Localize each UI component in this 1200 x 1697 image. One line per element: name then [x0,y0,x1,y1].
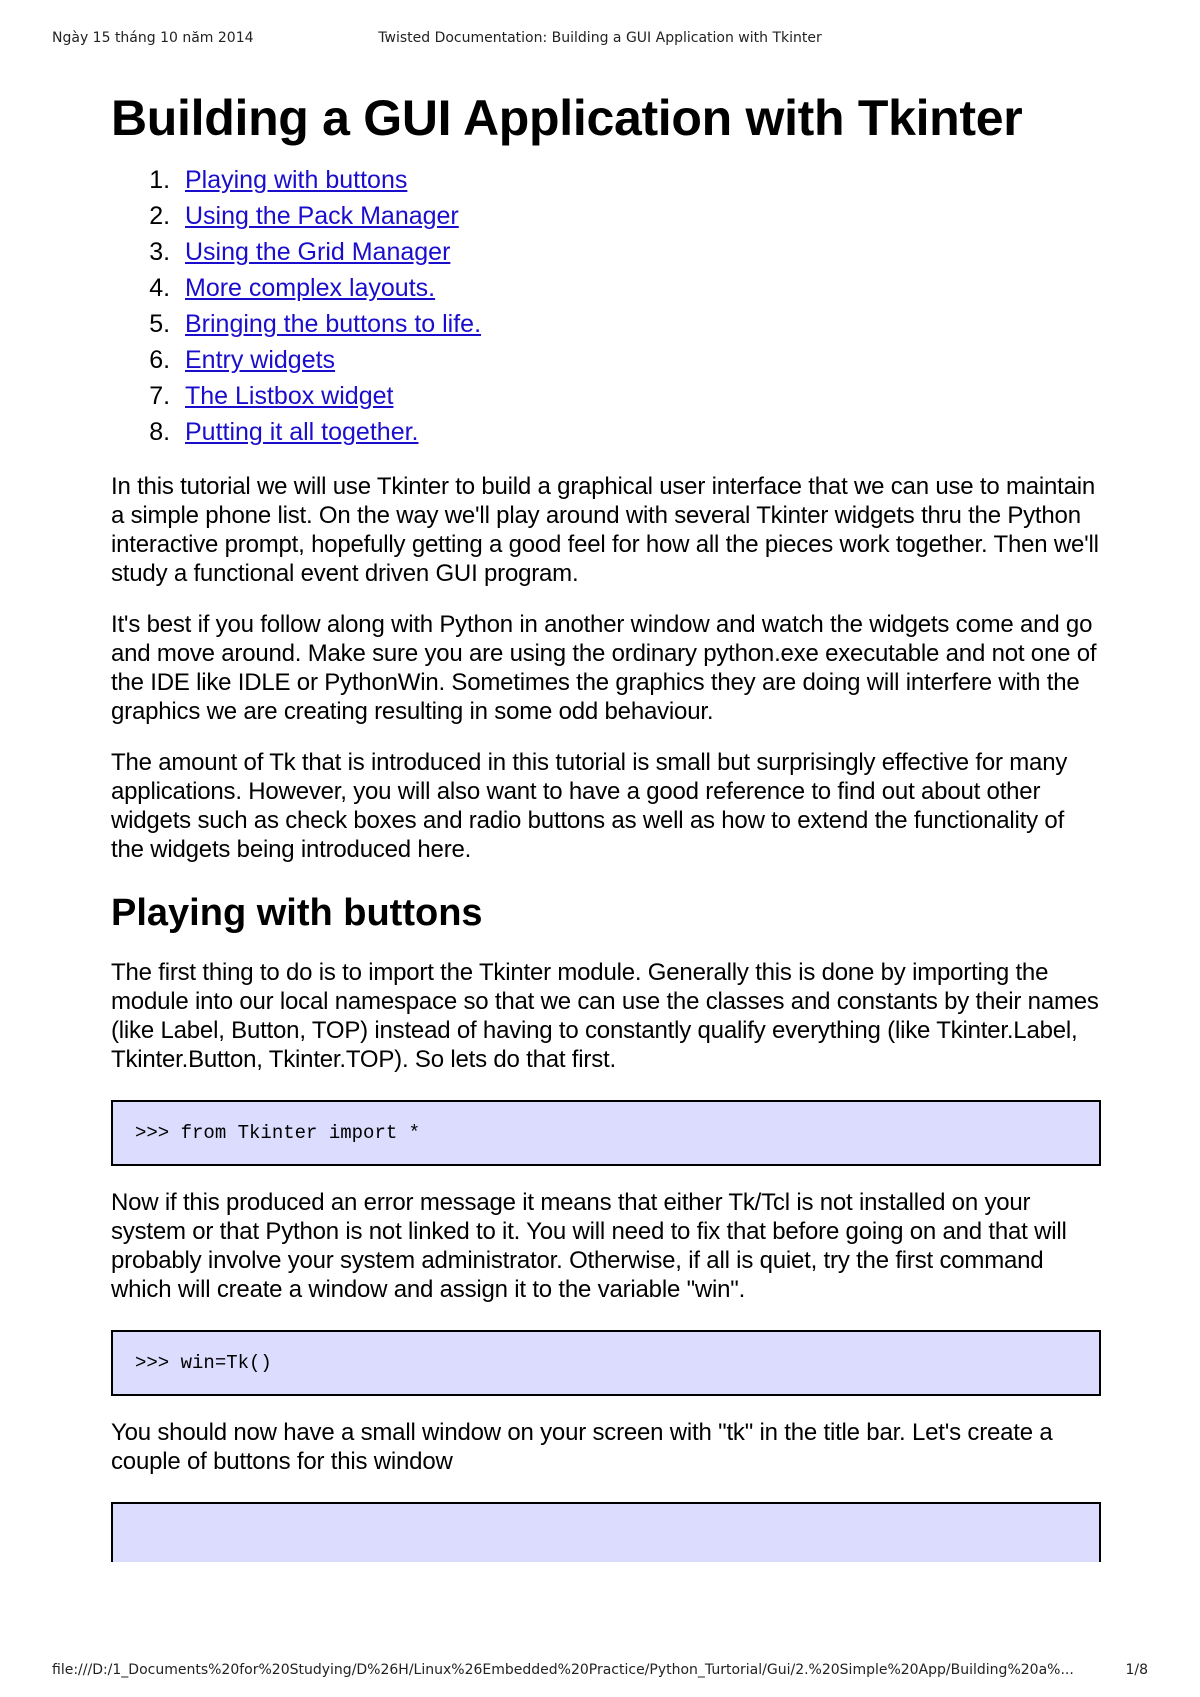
toc-link-listbox-widget[interactable]: The Listbox widget [185,382,394,410]
toc-link-pack-manager[interactable]: Using the Pack Manager [185,202,459,230]
toc-link-complex-layouts[interactable]: More complex layouts. [185,274,436,302]
page-title: Building a GUI Application with Tkinter [111,90,1023,146]
toc-item [177,270,1101,306]
code-block-continued [111,1502,1101,1562]
toc-item [177,342,1101,378]
intro-paragraph-2: It's best if you follow along with Python in another window and watch the widgets come and go and move around. Make sure you are using the ordinary python.exe executable and not one of the IDE like IDLE or PythonWin. Sometimes the graphics they are doing will interfere with the graphics we are creating resulting in some odd behaviour. [111,611,1097,725]
code-block-win [111,1330,1101,1396]
page-number: 1/8 [1125,1662,1148,1678]
toc-link-putting-together[interactable]: Putting it all together. [185,418,419,446]
document-body [111,88,1101,1562]
toc-link-buttons-to-life[interactable]: Bringing the buttons to life. [185,310,482,338]
print-doc-title: Twisted Documentation: Building a GUI Application with Tkinter [378,30,822,46]
toc-link-grid-manager[interactable]: Using the Grid Manager [185,238,451,266]
code-text: >>> win=Tk() [135,1352,272,1374]
toc-item [177,234,1101,270]
section-heading-playing-with-buttons: Playing with buttons [111,892,483,934]
toc-item [177,414,1101,450]
intro-paragraph-3: The amount of Tk that is introduced in this tutorial is small but surprisingly effective for many applications. However, you will also want to have a good reference to find out about other widgets such as check boxes and radio buttons as well as how to extend the functionality of the widgets being introduced here. [111,749,1068,863]
toc-item [177,162,1101,198]
toc-link-entry-widgets[interactable]: Entry widgets [185,346,336,374]
print-date: Ngày 15 tháng 10 năm 2014 [52,30,254,46]
print-url: file:///D:/1_Documents%20for%20Studying/D%26H/Linux%26Embedded%20Practice/Python_Turtorial/Gui/2.%20Simple%20App/Building%20a%... [52,1662,1074,1678]
toc-item [177,378,1101,414]
code-block-import [111,1100,1101,1166]
print-footer [0,1662,1200,1684]
toc-link-playing-with-buttons[interactable]: Playing with buttons [185,166,408,194]
section-paragraph-1: The first thing to do is to import the Tkinter module. Generally this is done by importing the module into our local namespace so that we can use the classes and constants by their names (like Label, Button, TOP) instead of having to constantly qualify everything (like Tkinter.Label, Tkinter.Button, Tkinter.TOP). So lets do that first. [111,959,1099,1073]
table-of-contents [111,162,1101,450]
toc-item [177,198,1101,234]
intro-paragraph-1: In this tutorial we will use Tkinter to build a graphical user interface that we can use to maintain a simple phone list. On the way we'll play around with several Tkinter widgets thru the Python interactive prompt, hopefully getting a good feel for how all the pieces work together. Then we'll study a functional event driven GUI program. [111,473,1099,587]
section-paragraph-2: Now if this produced an error message it means that either Tk/Tcl is not installed on your system or that Python is not linked to it. You will need to fix that before going on and that will probably involve your system administrator. Otherwise, if all is quiet, try the first command which will create a window and assign it to the variable "win". [111,1189,1067,1303]
toc-item [177,306,1101,342]
code-text: >>> from Tkinter import * [135,1122,421,1144]
print-header [0,30,1200,52]
section-paragraph-3: You should now have a small window on your screen with "tk" in the title bar. Let's create a couple of buttons for this window [111,1419,1053,1475]
